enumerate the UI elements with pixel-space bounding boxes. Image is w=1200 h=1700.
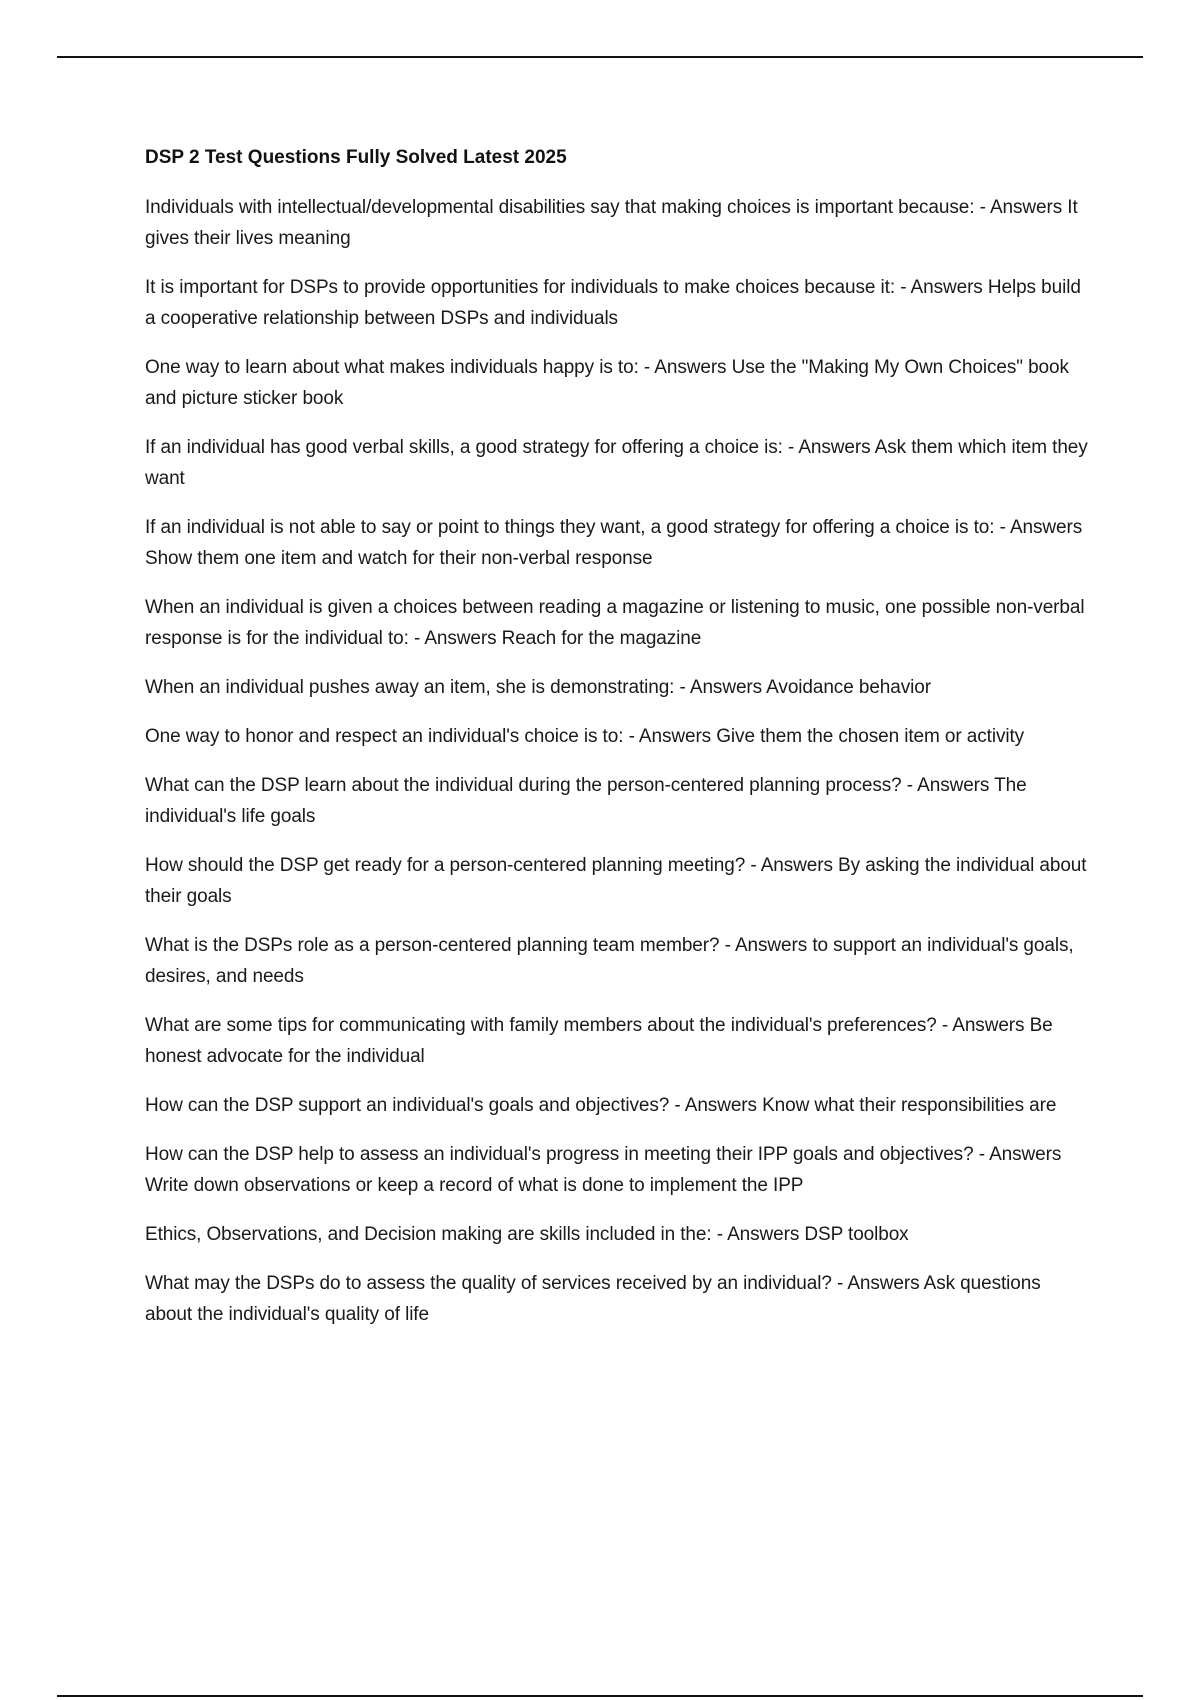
qa-item: When an individual is given a choices between reading a magazine or listening to music, one possible non-verbal response is for the individual to: - Answers Reach for the magazine bbox=[145, 597, 1085, 649]
qa-item: It is important for DSPs to provide opportunities for individuals to make choices because it: - Answers Helps build a cooperative relationship between DSPs and individuals bbox=[145, 277, 1081, 329]
qa-item: Individuals with intellectual/developmental disabilities say that making choices is important because: - Answers It gives their lives meaning bbox=[145, 197, 1078, 249]
qa-item: One way to learn about what makes individuals happy is to: - Answers Use the "Making My Own Choices" book and picture sticker book bbox=[145, 357, 1069, 409]
document-title: DSP 2 Test Questions Fully Solved Latest 2025 bbox=[145, 147, 567, 168]
header-rule bbox=[57, 56, 1143, 58]
qa-item: What is the DSPs role as a person-centered planning team member? - Answers to support an individual's goals, desires, and needs bbox=[145, 935, 1074, 987]
qa-item: How should the DSP get ready for a person-centered planning meeting? - Answers By asking the individual about their goals bbox=[145, 855, 1087, 907]
qa-item: What are some tips for communicating with family members about the individual's preferences? - Answers Be honest advocate for the individual bbox=[145, 1015, 1053, 1067]
qa-item: What may the DSPs do to assess the quality of services received by an individual? - Answers Ask questions about the individual's quality of life bbox=[145, 1273, 1041, 1325]
footer-rule bbox=[57, 1695, 1143, 1697]
qa-item: What can the DSP learn about the individual during the person-centered planning process? - Answers The individual's life goals bbox=[145, 775, 1027, 827]
qa-item: If an individual is not able to say or point to things they want, a good strategy for offering a choice is to: - Answers Show them one item and watch for their non-verbal response bbox=[145, 517, 1083, 569]
qa-item: Ethics, Observations, and Decision making are skills included in the: - Answers DSP toolbox bbox=[145, 1224, 909, 1245]
qa-item: When an individual pushes away an item, she is demonstrating: - Answers Avoidance behavior bbox=[145, 677, 931, 698]
qa-item: How can the DSP help to assess an individual's progress in meeting their IPP goals and objectives? - Answers Write down observations or keep a record of what is done to implement the IPP bbox=[145, 1144, 1062, 1196]
qa-item: One way to honor and respect an individual's choice is to: - Answers Give them the chosen item or activity bbox=[145, 726, 1025, 747]
qa-item: How can the DSP support an individual's goals and objectives? - Answers Know what their responsibilities are bbox=[145, 1095, 1057, 1116]
document-body bbox=[145, 146, 1090, 1348]
qa-item: If an individual has good verbal skills, a good strategy for offering a choice is: - Answers Ask them which item they want bbox=[145, 437, 1088, 489]
